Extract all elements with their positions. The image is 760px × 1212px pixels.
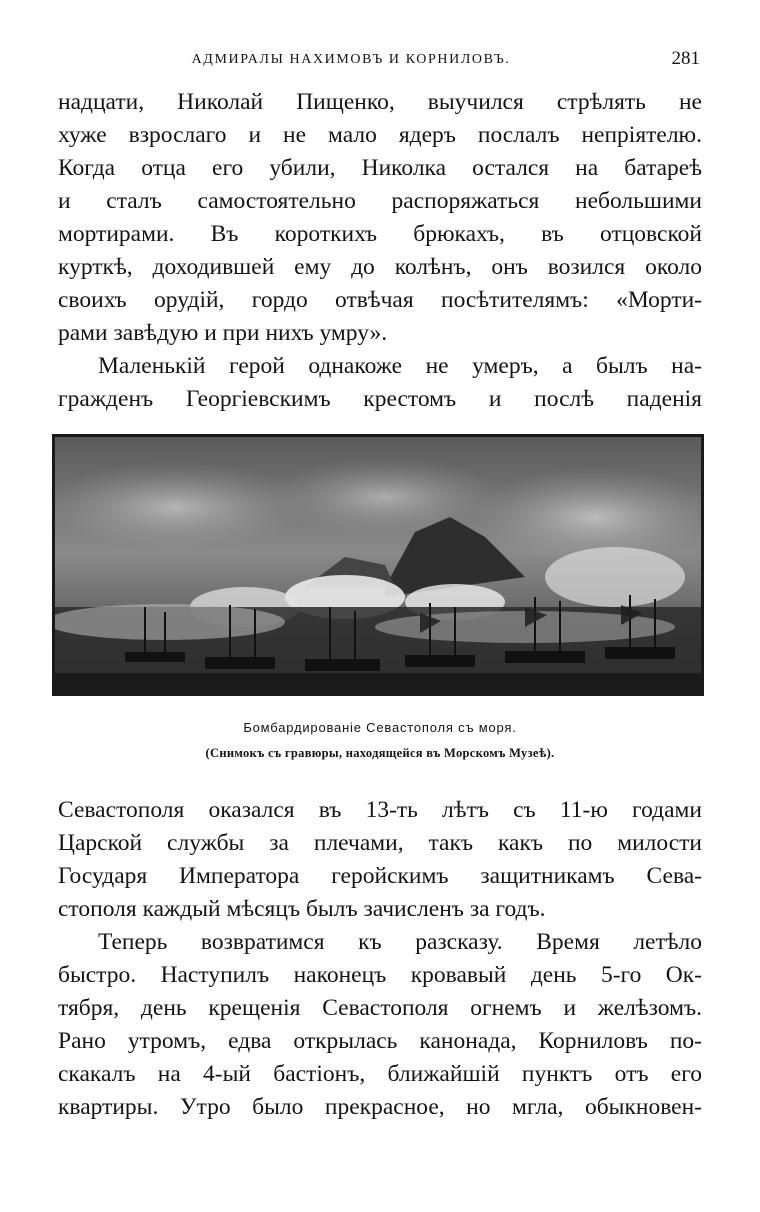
text-line: Рано утромъ, едва открылась канонада, Корниловъ по- xyxy=(58,1028,702,1054)
text-line: и сталъ самостоятельно распоряжаться небольшими xyxy=(58,188,702,214)
text-line: квартиры. Утро было прекрасное, но мгла, обыкновен- xyxy=(58,1094,702,1120)
text-line: Когда отца его убили, Николка остался на батареѣ xyxy=(58,155,702,181)
text-line: надцати, Николай Пищенко, выучился стрѣлять не xyxy=(58,89,702,115)
text-line: быстро. Наступилъ наконецъ кровавый день 5-го Ок- xyxy=(58,962,702,988)
figure-caption-source: (Снимокъ съ гравюры, находящейся въ Морскомъ Музеѣ). xyxy=(205,746,555,760)
text-line: скакалъ на 4-ый бастіонъ, ближайшій пунктъ отъ его xyxy=(58,1061,702,1087)
text-line: Севастополя оказался въ 13-ть лѣтъ съ 11-ю годами xyxy=(58,797,702,823)
text-block-top xyxy=(58,86,702,416)
running-title: АДМИРАЛЫ НАХИМОВЪ И КОРНИЛОВЪ. xyxy=(191,52,511,67)
text-line: своихъ орудій, гордо отвѣчая посѣтителямъ: «Морти- xyxy=(58,287,702,313)
text-line: тября, день крещенія Севастополя огнемъ и желѣзомъ. xyxy=(58,995,702,1021)
text-block-bottom xyxy=(58,794,702,1124)
text-line: курткѣ, доходившей ему до колѣнъ, онъ возился около xyxy=(58,254,702,280)
text-line: стополя каждый мѣсяцъ былъ зачисленъ за годъ. xyxy=(58,896,546,922)
bombardment-engraving xyxy=(55,437,701,693)
figure-caption: Бомбардированіе Севастополя съ моря. xyxy=(243,720,517,735)
text-line: Государя Императора геройскимъ защитникамъ Сева- xyxy=(58,863,702,889)
text-line: мортирами. Въ короткихъ брюкахъ, въ отцовской xyxy=(58,221,702,247)
text-line: рами завѣдую и при нихъ умру». xyxy=(58,320,388,346)
text-line: гражденъ Георгіевскимъ крестомъ и послѣ паденія xyxy=(58,386,702,412)
running-head xyxy=(58,46,704,74)
text-line: хуже взрослаго и не мало ядеръ послалъ непріятелю. xyxy=(58,122,702,148)
page-number: 281 xyxy=(671,48,700,69)
text-line: Маленькій герой однакоже не умеръ, а былъ на- xyxy=(98,353,702,379)
engraving-illustration xyxy=(52,434,704,696)
text-line: Теперь возвратимся къ разсказу. Время летѣло xyxy=(98,929,702,955)
text-line: Царской службы за плечами, такъ какъ по милости xyxy=(58,830,702,856)
